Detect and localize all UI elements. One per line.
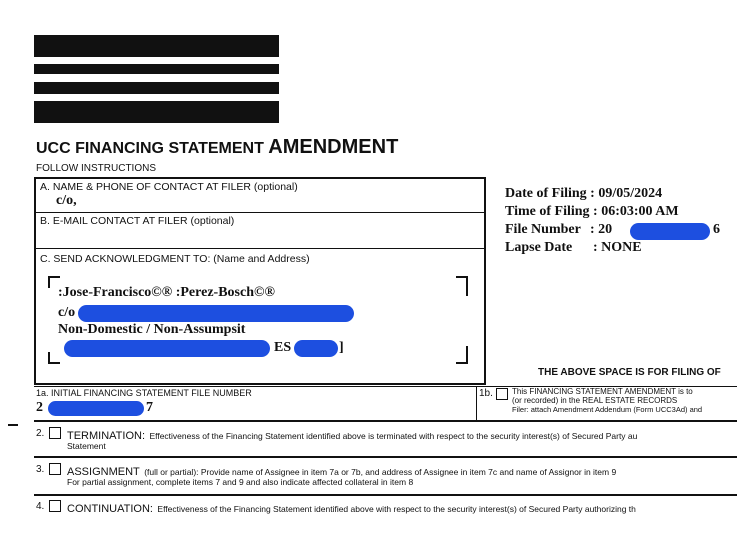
item-1b-number: 1b. [479, 388, 493, 399]
redaction-bar [34, 82, 279, 94]
lapse-date [505, 240, 642, 256]
filing-date [505, 186, 662, 202]
item-1a-suffix: 7 [146, 400, 153, 415]
lapse-date-value: : NONE [593, 240, 642, 255]
filing-time-value: : 06:03:00 AM [593, 204, 679, 219]
item-4-number: 4. [36, 501, 45, 512]
box-a-label: A. NAME & PHONE OF CONTACT AT FILER (optional) [40, 181, 298, 193]
item-1b-text-1: This FINANCING STATEMENT AMENDMENT is to [512, 387, 693, 396]
box-a-divider [36, 212, 484, 213]
box-c-label: C. SEND ACKNOWLEDGMENT TO: (Name and Address) [40, 253, 310, 265]
redaction-mark [48, 401, 144, 416]
lapse-date-label: Lapse Date [505, 240, 573, 255]
ack-address-suffix: ES [274, 340, 292, 355]
ack-care-of: c/o [58, 305, 76, 320]
item-2-text [67, 426, 637, 444]
assignment-checkbox[interactable] [49, 463, 61, 475]
redaction-mark [64, 340, 270, 357]
redaction-bar [34, 35, 279, 57]
row-divider [34, 494, 737, 496]
filing-time-label: Time of Filing [505, 204, 590, 219]
file-number [505, 222, 612, 238]
item-1b-text-3: Filer: attach Amendment Addendum (Form UCC3Ad) and [512, 405, 703, 414]
continuation-checkbox[interactable] [49, 500, 61, 512]
redaction-bar [34, 64, 279, 74]
item-2-number: 2. [36, 428, 45, 439]
item-3-number: 3. [36, 464, 45, 475]
item-1a-label: 1a. INITIAL FINANCING STATEMENT FILE NUMBER [36, 388, 252, 398]
redaction-mark [78, 305, 354, 322]
ack-name-line: :Jose-Francisco©® :Perez-Bosch©® [58, 285, 275, 300]
item-1b-text-2: (or recorded) in the REAL ESTATE RECORDS [512, 396, 678, 405]
continuation-heading: CONTINUATION: [67, 503, 153, 515]
assignment-text: (full or partial): Provide name of Assignee in item 7a or 7b, and address of Assignee in item 7c and name of Assignor in item 9 [144, 467, 617, 477]
termination-heading: TERMINATION: [67, 430, 146, 442]
row-divider [34, 456, 737, 458]
row-divider [34, 420, 737, 422]
assignment-heading: ASSIGNMENT [67, 466, 140, 478]
termination-text-2: Statement [67, 441, 106, 451]
redaction-mark [630, 223, 710, 240]
item-1b-checkbox[interactable] [496, 388, 508, 400]
page-title [36, 136, 398, 159]
item-1b-divider [476, 386, 477, 420]
ack-address-close: ] [339, 340, 344, 355]
title-main: UCC FINANCING STATEMENT [36, 140, 264, 157]
bracket-bottom-right [456, 346, 468, 364]
ack-status-line: Non-Domestic / Non-Assumpsit [58, 322, 246, 337]
follow-instructions: FOLLOW INSTRUCTIONS [36, 163, 157, 174]
continuation-text: Effectiveness of the Financing Statement identified above with respect to the security interest(s) of Secured Party authorizing th [157, 504, 636, 514]
above-space-note: THE ABOVE SPACE IS FOR FILING OF [538, 367, 721, 378]
box-b-divider [36, 248, 484, 249]
bracket-top-right [456, 276, 468, 296]
termination-text: Effectiveness of the Financing Statement identified above is terminated with respect to the security interest(s) of Secured Party au [149, 431, 638, 441]
redaction-bar [34, 101, 279, 123]
filing-time [505, 204, 679, 220]
assignment-text-2: For partial assignment, complete items 7 and 9 and also indicate affected collateral in item 8 [67, 477, 414, 487]
item-1a-prefix: 2 [36, 400, 43, 415]
bracket-bottom-left [48, 352, 60, 364]
item-4-text [67, 499, 636, 517]
box-b-label: B. E-MAIL CONTACT AT FILER (optional) [40, 215, 235, 227]
file-number-suffix: 6 [713, 222, 720, 237]
box-a-value: c/o, [56, 193, 77, 208]
termination-checkbox[interactable] [49, 427, 61, 439]
redaction-mark [294, 340, 338, 357]
filing-date-label: Date of Filing [505, 186, 587, 201]
file-number-prefix: : 20 [590, 222, 613, 237]
title-emphasis: AMENDMENT [268, 136, 399, 158]
left-margin-mark [8, 424, 18, 426]
filing-date-value: : 09/05/2024 [590, 186, 663, 201]
file-number-label: File Number [505, 222, 581, 237]
